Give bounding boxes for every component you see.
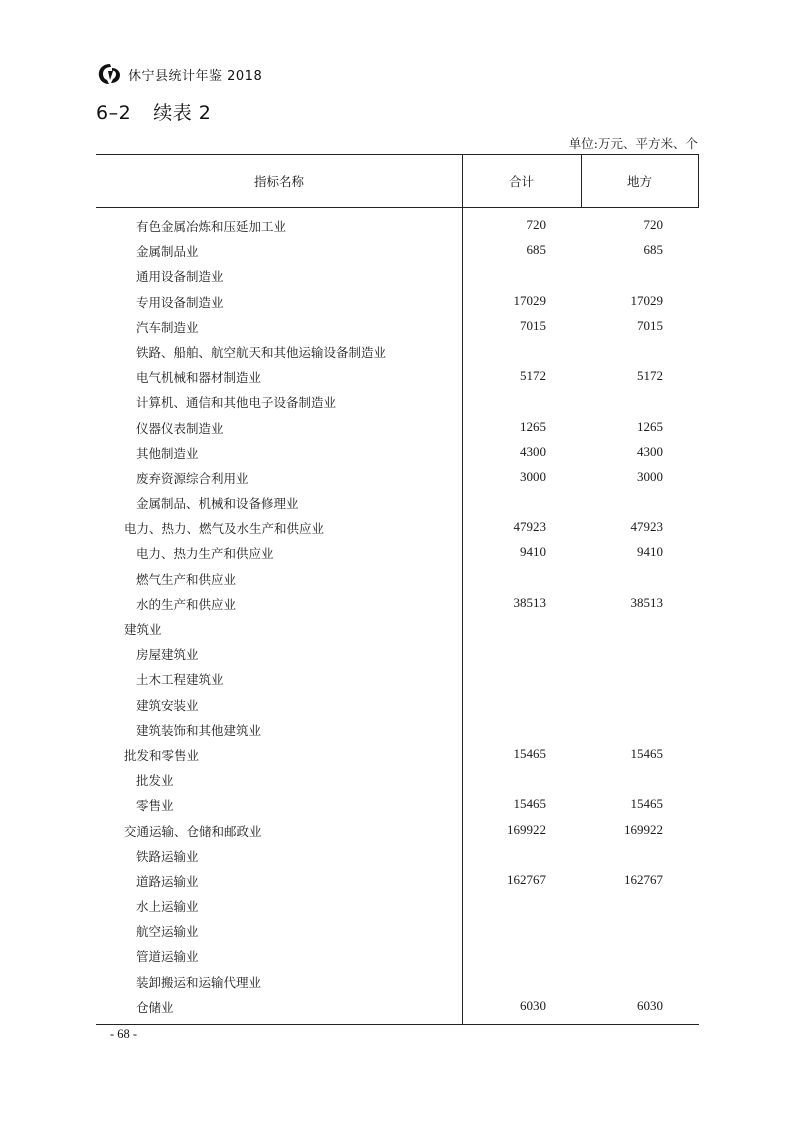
table-row (96, 667, 699, 692)
row-total-value: 4300 (520, 443, 546, 459)
row-name: 水上运输业 (136, 899, 199, 915)
row-local-value: 7015 (637, 317, 663, 333)
table-row (96, 768, 699, 793)
row-local-value: 6030 (637, 997, 663, 1013)
row-local-value: 3000 (637, 468, 663, 484)
table-row (96, 919, 699, 944)
table-row (96, 491, 699, 516)
table-row (96, 793, 699, 818)
row-name: 道路运输业 (136, 873, 199, 889)
row-name: 铁路、船舶、航空航天和其他运输设备制造业 (136, 344, 387, 360)
table-row (96, 239, 699, 264)
table-row (96, 642, 699, 667)
row-name: 有色金属冶炼和压延加工业 (136, 219, 287, 234)
table-row (96, 441, 699, 466)
table-row (96, 844, 699, 869)
table-row (96, 894, 699, 919)
row-name: 废弃资源综合利用业 (136, 470, 249, 486)
row-local-value: 15465 (630, 745, 663, 761)
row-local-value: 4300 (637, 443, 663, 459)
table-row (96, 970, 699, 995)
row-name: 汽车制造业 (136, 319, 199, 335)
table-row (96, 516, 699, 541)
row-local-value: 162767 (624, 871, 663, 887)
table-row (96, 390, 699, 415)
table-number: 6–2 (96, 102, 132, 124)
row-name: 专用设备制造业 (136, 294, 224, 310)
table-row (96, 541, 699, 566)
row-local-value: 38513 (630, 594, 663, 610)
table-row (96, 743, 699, 768)
row-name: 建筑业 (124, 622, 162, 637)
row-total-value: 47923 (513, 519, 546, 535)
row-total-value: 162767 (507, 871, 546, 887)
yearbook-logo-icon (96, 62, 124, 86)
table-title (96, 98, 211, 125)
statistics-table (96, 154, 699, 1025)
row-local-value: 720 (643, 217, 663, 232)
row-name: 电力、热力、燃气及水生产和供应业 (124, 521, 325, 537)
unit-label: 单位:万元、平方米、个 (568, 136, 698, 151)
row-name: 电力、热力生产和供应业 (136, 546, 274, 562)
row-name: 房屋建筑业 (136, 647, 199, 663)
table-row (96, 592, 699, 617)
row-name: 建筑装饰和其他建筑业 (136, 722, 262, 738)
table-header-rule (96, 207, 699, 208)
table-row (96, 416, 699, 441)
row-name: 仪器仪表制造业 (136, 420, 224, 436)
column-header-name: 指标名称 (253, 173, 304, 189)
row-name: 通用设备制造业 (136, 269, 224, 285)
column-header-local: 地方 (626, 173, 652, 189)
row-total-value: 7015 (520, 317, 546, 333)
table-row (96, 819, 699, 844)
row-name: 金属制品业 (136, 244, 199, 260)
table-row (96, 290, 699, 315)
row-total-value: 17029 (513, 292, 546, 308)
row-local-value: 169922 (624, 821, 663, 837)
row-name: 燃气生产和供应业 (136, 571, 237, 587)
row-name: 管道运输业 (136, 949, 199, 965)
row-local-value: 17029 (630, 292, 663, 308)
row-name: 铁路运输业 (136, 848, 199, 864)
table-row (96, 869, 699, 894)
column-header-total: 合计 (508, 173, 534, 189)
row-total-value: 169922 (507, 821, 546, 837)
table-row (96, 340, 699, 365)
row-local-value: 1265 (637, 418, 663, 434)
table-body (96, 214, 699, 1020)
row-total-value: 720 (526, 217, 546, 232)
row-local-value: 5172 (637, 368, 663, 384)
row-name: 水的生产和供应业 (136, 596, 237, 612)
row-name: 交通运输、仓储和邮政业 (124, 823, 262, 839)
row-name: 其他制造业 (136, 445, 199, 461)
table-row (96, 466, 699, 491)
column-divider (698, 154, 699, 207)
row-local-value: 685 (643, 242, 663, 258)
row-local-value: 15465 (630, 796, 663, 812)
table-title-text: 续表 2 (153, 102, 212, 124)
table-row (96, 718, 699, 743)
table-row (96, 617, 699, 642)
row-name: 土木工程建筑业 (136, 672, 224, 688)
row-total-value: 38513 (513, 594, 546, 610)
row-name: 零售业 (136, 798, 174, 814)
row-local-value: 47923 (630, 519, 663, 535)
page-number: - 68 - (110, 1027, 138, 1041)
row-name: 金属制品、机械和设备修理业 (136, 496, 299, 512)
table-row (96, 693, 699, 718)
table-row (96, 214, 699, 239)
row-local-value: 9410 (637, 544, 663, 560)
table-row (96, 365, 699, 390)
row-name: 装卸搬运和运输代理业 (136, 974, 262, 990)
row-total-value: 15465 (513, 796, 546, 812)
row-total-value: 5172 (520, 368, 546, 384)
page-header (96, 62, 262, 86)
row-total-value: 685 (526, 242, 546, 258)
row-total-value: 15465 (513, 745, 546, 761)
table-row (96, 944, 699, 969)
row-total-value: 9410 (520, 544, 546, 560)
row-name: 仓储业 (136, 999, 174, 1015)
row-name: 建筑安装业 (136, 697, 199, 713)
table-row (96, 567, 699, 592)
book-title: 休宁县统计年鉴 2018 (128, 68, 263, 84)
row-name: 批发和零售业 (124, 747, 200, 763)
table-bottom-rule (96, 1024, 699, 1025)
row-total-value: 6030 (520, 997, 546, 1013)
row-name: 计算机、通信和其他电子设备制造业 (136, 395, 337, 411)
table-row (96, 995, 699, 1020)
table-row (96, 315, 699, 340)
row-total-value: 3000 (520, 468, 546, 484)
row-name: 航空运输业 (136, 924, 199, 940)
row-name: 电气机械和器材制造业 (136, 370, 262, 386)
table-row (96, 264, 699, 289)
row-total-value: 1265 (520, 418, 546, 434)
row-name: 批发业 (136, 773, 174, 789)
